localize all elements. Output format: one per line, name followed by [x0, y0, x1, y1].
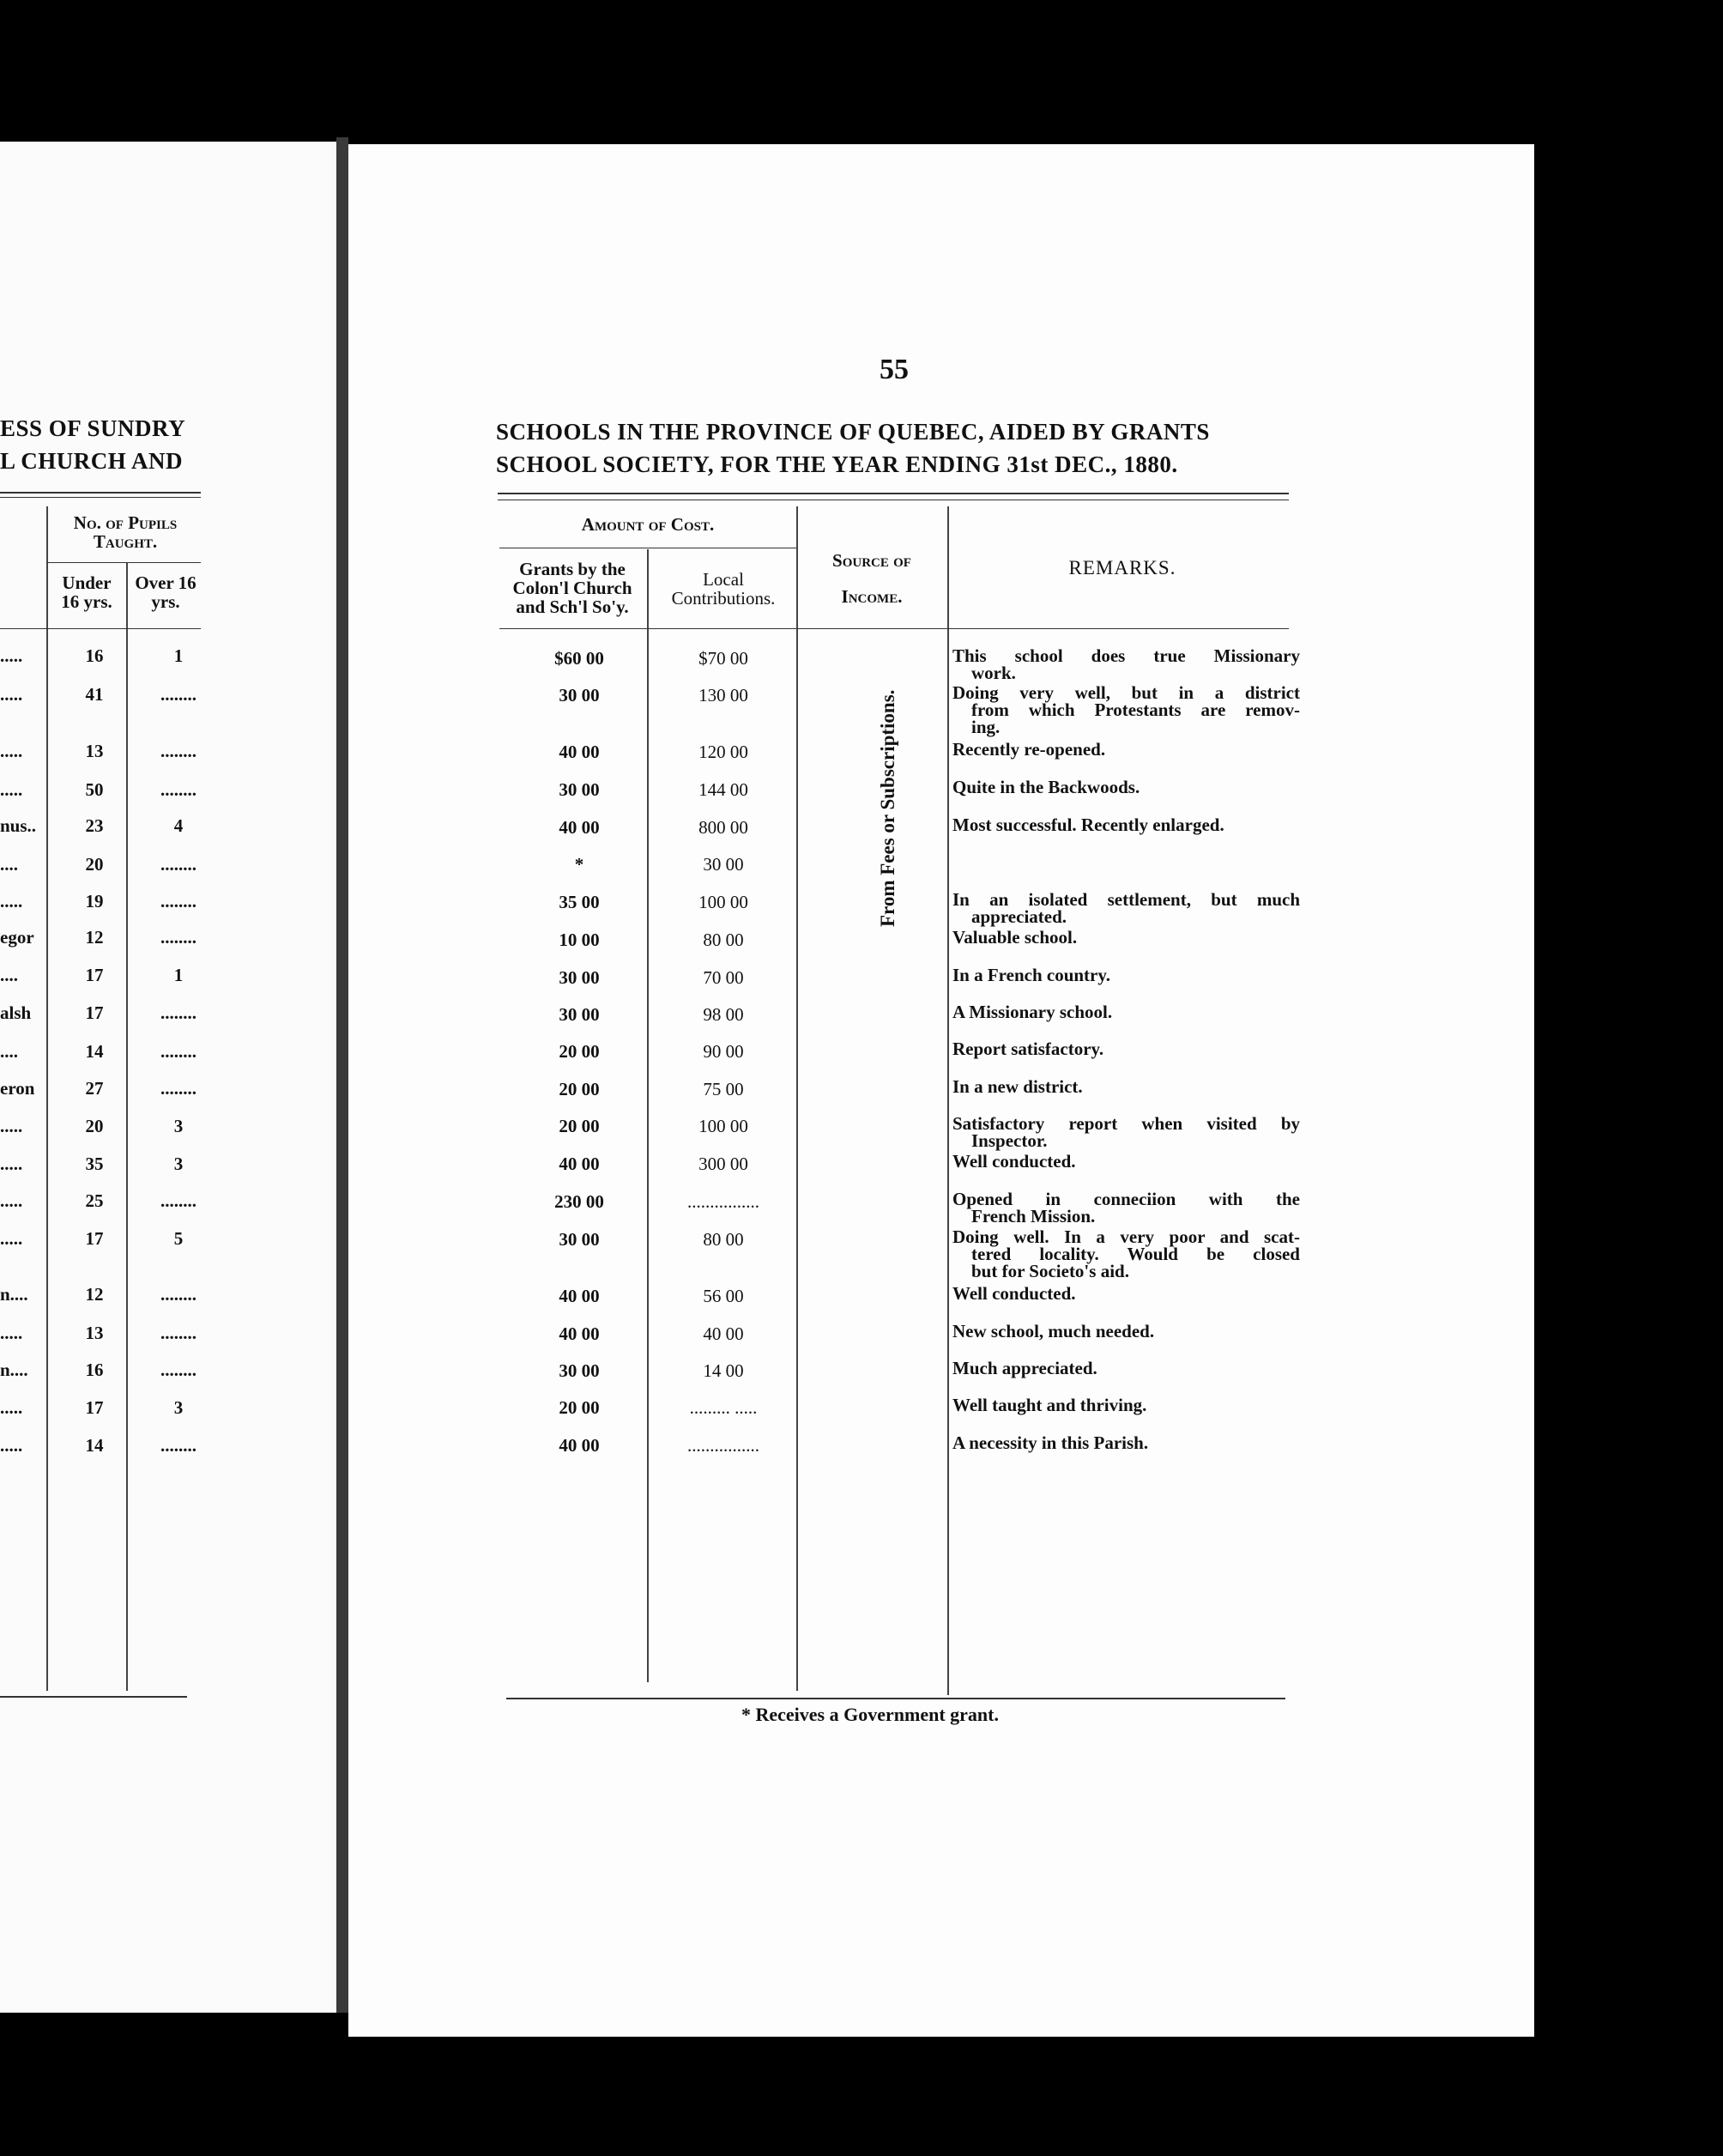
row-local-contribution: 130 00: [698, 685, 748, 706]
left-title-rule-2: [0, 497, 201, 498]
row-local-contribution: 70 00: [703, 967, 744, 988]
row-grant-amount: 30 00: [559, 1004, 600, 1025]
left-row-label-fragment: .....: [0, 1154, 23, 1174]
left-title-rule: [0, 492, 201, 494]
row-remarks-line: appreciated.: [971, 905, 1067, 927]
left-row-under-16: 12: [85, 927, 104, 948]
row-remarks: [952, 927, 1300, 948]
left-header-bottom-rule: [0, 628, 201, 629]
left-row-over-16: 4: [173, 815, 184, 836]
row-grant-amount: 40 00: [559, 1154, 600, 1174]
left-row-under-16: 14: [85, 1041, 104, 1062]
row-local-contribution: 120 00: [698, 742, 748, 762]
left-row-under-16: 17: [85, 1002, 104, 1023]
row-remarks: [952, 817, 1300, 834]
left-row-over-16: ........: [160, 684, 196, 705]
row-remarks-line: Most successful. Recently enlarged.: [952, 815, 1224, 835]
header-grants-line-2: Colon'l Church: [512, 578, 632, 599]
row-local-contribution: ................: [687, 1435, 759, 1456]
row-local-contribution: 100 00: [698, 1116, 748, 1136]
row-grant-amount: 40 00: [559, 1435, 600, 1456]
left-row-over-16: 3: [173, 1397, 184, 1418]
header-grants-line-1: Grants by the: [519, 559, 626, 579]
left-row-under-16: 25: [85, 1190, 104, 1211]
row-remarks: [952, 779, 1300, 796]
row-remarks-line: A Missionary school.: [952, 1002, 1113, 1022]
right-title-line-2: SCHOOL SOCIETY, FOR THE YEAR ENDING 31st DEC., 1880.: [496, 451, 1178, 477]
row-remarks: [952, 1076, 1300, 1097]
row-remarks: [952, 682, 1300, 737]
row-remarks: [952, 1432, 1300, 1453]
row-remarks: [952, 1113, 1300, 1151]
left-row-label-fragment: .....: [0, 1228, 23, 1249]
row-remarks-line: Well conducted.: [952, 1151, 1076, 1172]
left-header-subrule: [46, 562, 201, 563]
row-grant-amount: 20 00: [559, 1397, 600, 1418]
row-grant-amount: 40 00: [559, 817, 600, 838]
left-row-label-fragment: alsh: [0, 1002, 32, 1023]
page-number: 55: [880, 354, 909, 385]
row-remarks-line: In a new district.: [952, 1076, 1083, 1097]
left-row-label-fragment: n....: [0, 1360, 28, 1380]
left-row-label-fragment: .....: [0, 645, 23, 666]
row-remarks: [952, 1226, 1300, 1281]
row-remarks-line: Much appreciated.: [952, 1358, 1097, 1378]
row-grant-amount: 40 00: [559, 742, 600, 762]
row-local-contribution: 80 00: [703, 930, 744, 950]
row-grant-amount: 40 00: [559, 1286, 600, 1306]
row-remarks: [952, 967, 1300, 984]
left-row-under-16: 50: [85, 779, 104, 800]
header-local-contributions: [650, 570, 796, 608]
left-row-under-16: 13: [85, 1323, 104, 1343]
row-remarks-line: Well taught and thriving.: [952, 1395, 1147, 1415]
row-local-contribution: 75 00: [703, 1079, 744, 1099]
left-row-under-16: 17: [85, 965, 104, 985]
left-row-over-16: 1: [173, 645, 184, 666]
left-row-over-16: ........: [160, 1323, 196, 1343]
left-row-label-fragment: .....: [0, 741, 23, 761]
left-row-label-fragment: .....: [0, 891, 23, 911]
left-header-over-16: Over 16 yrs.: [135, 572, 196, 613]
footnote: * Receives a Government grant.: [741, 1704, 999, 1725]
col-divider-remarks: [947, 506, 949, 1695]
left-row-under-16: 16: [85, 645, 104, 666]
row-remarks: [952, 1283, 1300, 1304]
left-row-label-fragment: .....: [0, 684, 23, 705]
row-remarks: [952, 889, 1300, 927]
row-local-contribution: 56 00: [703, 1286, 744, 1306]
row-remarks-line: Inspector.: [971, 1129, 1048, 1151]
left-title-line-1: ESS OF SUNDRY: [0, 415, 186, 441]
col-divider-local: [647, 549, 649, 1682]
row-remarks-line: French Mission.: [971, 1205, 1096, 1226]
header-grants-line-3: and Sch'l So'y.: [516, 597, 629, 618]
row-local-contribution: 144 00: [698, 779, 748, 800]
row-remarks: [952, 1151, 1300, 1172]
row-remarks: [952, 1397, 1300, 1414]
left-row-under-16: 13: [85, 741, 104, 761]
left-row-label-fragment: ....: [0, 965, 18, 985]
row-grant-amount: 30 00: [559, 779, 600, 800]
row-local-contribution: 40 00: [703, 1323, 744, 1344]
row-remarks-line: Doing very well, but in a district: [952, 682, 1300, 703]
header-bottom-rule: [499, 628, 1289, 629]
left-row-under-16: 20: [85, 1116, 104, 1136]
left-row-over-16: ........: [160, 1041, 196, 1062]
left-title-line-2: L CHURCH AND: [0, 448, 184, 474]
row-remarks-line: from which Protestants are remov-: [971, 699, 1300, 720]
right-title-rule: [498, 493, 1289, 494]
row-local-contribution: ......... .....: [689, 1397, 758, 1418]
row-grant-amount: 20 00: [559, 1041, 600, 1062]
row-remarks-line: Quite in the Backwoods.: [952, 777, 1140, 797]
left-row-label-fragment: .....: [0, 1397, 23, 1418]
row-local-contribution: 98 00: [703, 1004, 744, 1025]
left-row-under-16: 23: [85, 815, 104, 836]
row-grant-amount: 40 00: [559, 1323, 600, 1344]
left-row-label-fragment: eron: [0, 1078, 35, 1099]
row-local-contribution: 300 00: [698, 1154, 748, 1174]
left-row-over-16: ........: [160, 1360, 196, 1380]
left-row-over-16: ........: [160, 1190, 196, 1211]
left-row-under-16: 19: [85, 891, 104, 911]
left-row-over-16: 5: [173, 1228, 184, 1249]
header-local-line-1: Local: [703, 569, 744, 590]
row-remarks-line: Valuable school.: [952, 927, 1078, 948]
left-row-over-16: ........: [160, 854, 196, 875]
left-row-label-fragment: ....: [0, 854, 18, 875]
row-grant-amount: 10 00: [559, 930, 600, 950]
book-spine: [336, 137, 348, 2013]
row-grant-amount: 35 00: [559, 892, 600, 912]
row-remarks-line: Report satisfactory.: [952, 1039, 1104, 1059]
header-local-line-2: Contributions.: [671, 588, 776, 609]
left-row-label-fragment: .....: [0, 1190, 23, 1211]
header-amount-of-cost: Amount of Cost.: [581, 514, 715, 535]
row-grant-amount: 230 00: [554, 1191, 604, 1212]
row-remarks-line: This school does true Missionary: [952, 645, 1300, 666]
left-row-over-16: ........: [160, 741, 196, 761]
left-row-label-fragment: egor: [0, 927, 34, 948]
left-row-under-16: 17: [85, 1397, 104, 1418]
row-local-contribution: 100 00: [698, 892, 748, 912]
row-local-contribution: ................: [687, 1191, 759, 1212]
row-remarks-line: New school, much needed.: [952, 1321, 1155, 1341]
row-grant-amount: *: [574, 854, 584, 875]
left-row-over-16: 1: [173, 965, 184, 985]
row-grant-amount: 30 00: [559, 685, 600, 706]
row-remarks-line: work.: [971, 662, 1016, 683]
row-remarks-line: Recently re-opened.: [952, 739, 1106, 760]
row-remarks-line: tered locality. Would be closed: [971, 1243, 1300, 1264]
left-row-under-16: 17: [85, 1228, 104, 1249]
row-local-contribution: $70 00: [698, 648, 748, 669]
left-row-over-16: ........: [160, 891, 196, 911]
left-row-under-16: 41: [85, 684, 104, 705]
row-grant-amount: 20 00: [559, 1079, 600, 1099]
row-remarks-line: but for Societo's aid.: [971, 1260, 1129, 1281]
row-grant-amount: $60 00: [554, 648, 604, 669]
left-row-over-16: ........: [160, 927, 196, 948]
left-row-over-16: ........: [160, 1435, 196, 1456]
left-col-divider-a: [46, 506, 48, 1691]
left-row-label-fragment: .....: [0, 1435, 23, 1456]
left-bottom-rule: [0, 1696, 187, 1698]
row-remarks-line: Satisfactory report when visited by: [952, 1113, 1300, 1134]
row-grant-amount: 30 00: [559, 1360, 600, 1381]
col-divider-source: [796, 506, 798, 1691]
row-remarks: [952, 1041, 1300, 1058]
row-remarks: [952, 739, 1300, 760]
row-remarks: [952, 1360, 1300, 1378]
left-row-label-fragment: n....: [0, 1284, 28, 1305]
row-local-contribution: 90 00: [703, 1041, 744, 1062]
row-remarks-line: Doing well. In a very poor and scat-: [952, 1226, 1300, 1247]
row-grant-amount: 30 00: [559, 967, 600, 988]
row-remarks: [952, 645, 1300, 683]
row-remarks: [952, 1323, 1300, 1341]
row-remarks-line: In an isolated settlement, but much: [952, 889, 1300, 910]
left-row-under-16: 27: [85, 1078, 104, 1099]
row-grant-amount: 30 00: [559, 1229, 600, 1250]
header-source-line-2: Income.: [841, 586, 903, 607]
row-remarks-line: In a French country.: [952, 965, 1110, 985]
row-local-contribution: 14 00: [703, 1360, 744, 1381]
left-row-under-16: 16: [85, 1360, 104, 1380]
left-row-label-fragment: ....: [0, 1041, 18, 1062]
left-row-over-16: 3: [173, 1154, 184, 1174]
header-source-of-income: [798, 542, 946, 615]
left-row-over-16: ........: [160, 779, 196, 800]
row-remarks-line: ing.: [971, 716, 1001, 737]
row-remarks: [952, 1191, 1300, 1226]
left-row-label-fragment: .....: [0, 779, 23, 800]
left-header-under-16: Under 16 yrs.: [61, 572, 112, 613]
left-row-under-16: 12: [85, 1284, 104, 1305]
left-row-under-16: 35: [85, 1154, 104, 1174]
row-grant-amount: 20 00: [559, 1116, 600, 1136]
row-local-contribution: 80 00: [703, 1229, 744, 1250]
left-row-label-fragment: nus..: [0, 815, 37, 836]
row-remarks-line: Opened in conneciion with the: [952, 1189, 1300, 1209]
left-row-label-fragment: .....: [0, 1116, 23, 1136]
source-vertical-label: From Fees or Subscriptions.: [877, 689, 898, 927]
row-local-contribution: 30 00: [703, 854, 744, 875]
left-row-over-16: ........: [160, 1284, 196, 1305]
row-remarks-line: A necessity in this Parish.: [952, 1432, 1149, 1453]
left-col-divider-b: [126, 562, 128, 1691]
header-source-line-1: Source of: [832, 550, 911, 571]
right-title-line-1: SCHOOLS IN THE PROVINCE OF QUEBEC, AIDED BY GRANTS: [496, 419, 1210, 445]
left-row-label-fragment: .....: [0, 1323, 23, 1343]
left-row-over-16: 3: [173, 1116, 184, 1136]
header-grants: [499, 560, 645, 616]
left-row-over-16: ........: [160, 1002, 196, 1023]
row-local-contribution: 800 00: [698, 817, 748, 838]
row-remarks: [952, 1004, 1300, 1021]
left-header-pupils-taught: No. of Pupils Taught.: [73, 512, 178, 553]
left-row-under-16: 14: [85, 1435, 104, 1456]
row-remarks-line: Well conducted.: [952, 1283, 1076, 1304]
header-remarks: REMARKS.: [1068, 557, 1176, 578]
left-row-under-16: 20: [85, 854, 104, 875]
table-bottom-rule: [506, 1698, 1285, 1699]
left-row-over-16: ........: [160, 1078, 196, 1099]
